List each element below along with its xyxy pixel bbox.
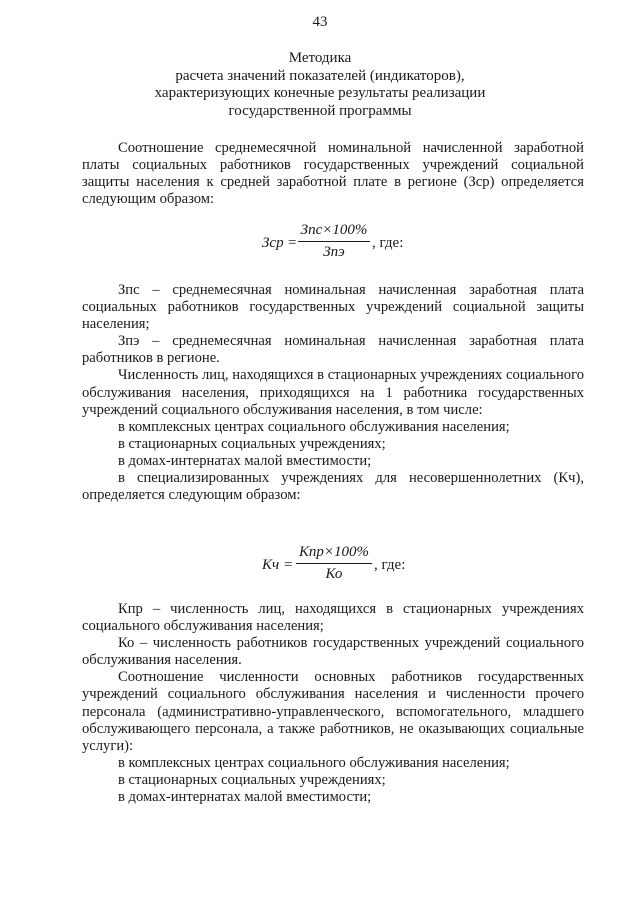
formula-kch-numerator: Кпр×100% — [298, 544, 370, 560]
formula-zsr — [0, 222, 640, 266]
section-3 — [82, 601, 584, 806]
document-title — [0, 50, 640, 120]
formula-kch-denominator: Ко — [325, 566, 343, 582]
formula-zsr-denominator: Зпэ — [323, 244, 345, 260]
list-item: в комплексных центрах социального обслуживания населения; — [118, 418, 510, 435]
list-item: в комплексных центрах социального обслуживания населения; — [118, 754, 510, 771]
list-item: в стационарных социальных учреждениях; — [118, 435, 386, 452]
definition-zpe: Зпэ – среднемесячная номинальная начисленная заработная плата работников в регионе. — [82, 333, 584, 367]
section-2 — [82, 282, 584, 504]
formula-zsr-fraction — [298, 222, 370, 261]
title-line-1: Методика — [288, 50, 352, 66]
list-item: в домах-интернатах малой вместимости; — [118, 789, 372, 806]
formula-kch-tail: , где: — [374, 557, 406, 573]
section-3-intro: Соотношение численности основных работников государственных учреждений социального обслуживания населения и численности прочего персонала (административно-управленческого, вспомогательного, младшего обслуживающего персонала, а также работников, не оказывающих социальные услуги): — [82, 669, 584, 754]
formula-kch — [0, 544, 640, 588]
definition-kpr: Кпр – численность лиц, находящихся в стационарных учреждениях социального обслуживания населения; — [82, 601, 584, 635]
formula-zsr-numerator: Зпс×100% — [300, 222, 368, 238]
formula-kch-equals: = — [284, 557, 293, 573]
section-1-intro: Соотношение среднемесячной номинальной начисленной заработной платы социальных работников государственных учреждений социальной защиты населения к средней заработной плате в регионе (Зср) определяется следующим образом: — [82, 140, 584, 208]
formula-zsr-lhs: Зср — [262, 235, 284, 251]
definition-ko: Ко – численность работников государственных учреждений социального обслуживания населения. — [82, 635, 584, 669]
section-2-intro: Численность лиц, находящихся в стационарных учреждениях социального обслуживания населения, приходящихся на 1 работника государственных учреждений социального обслуживания населения, в том числе: — [82, 367, 584, 418]
definition-zps: Зпс – среднемесячная номинальная начисленная заработная плата социальных работников государственных учреждений социальной защиты населения; — [82, 282, 584, 333]
formula-kch-lhs: Кч — [262, 557, 280, 573]
formula-kch-fraction — [296, 544, 372, 583]
page-number: 43 — [312, 14, 328, 30]
section-1 — [82, 140, 584, 208]
list-item: в домах-интернатах малой вместимости; — [118, 452, 372, 469]
list-item-with-formula-intro: в специализированных учреждениях для несовершеннолетних (Кч), определяется следующим образом: — [82, 470, 584, 504]
formula-zsr-equals: = — [288, 235, 297, 251]
title-line-4: государственной программы — [228, 102, 412, 119]
title-line-2: расчета значений показателей (индикаторов), — [175, 67, 465, 84]
formula-zsr-tail: , где: — [372, 235, 404, 251]
list-item: в стационарных социальных учреждениях; — [118, 771, 386, 788]
title-line-3: характеризующих конечные результаты реализации — [154, 85, 486, 101]
fraction-bar — [298, 241, 370, 242]
fraction-bar — [296, 563, 372, 564]
